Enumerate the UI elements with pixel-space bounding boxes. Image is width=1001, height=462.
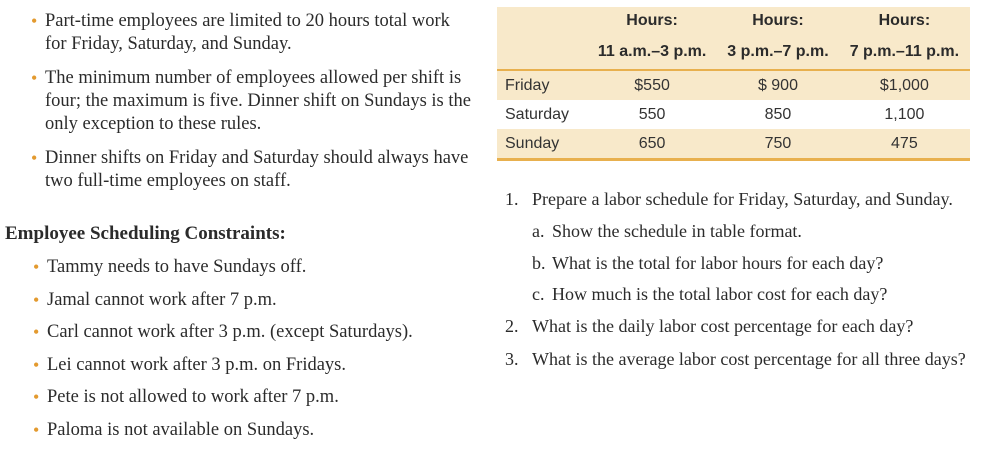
sub-question-text: Show the schedule in table format. <box>552 221 802 241</box>
sub-question-letter: a. <box>532 221 545 241</box>
column-header: Hours: <box>626 12 678 29</box>
column-header: Hours: <box>878 12 931 29</box>
row-label: Friday <box>505 76 550 94</box>
column-header-hours: 3 p.m.–7 p.m. <box>727 43 829 60</box>
table-cell: 475 <box>891 134 918 152</box>
question-number: 2. <box>505 315 519 336</box>
sub-question-item <box>505 252 985 274</box>
table-row <box>497 100 970 129</box>
table-cell: $ 900 <box>757 76 798 94</box>
constraint-text: Jamal cannot work after 7 p.m. <box>47 289 277 310</box>
table-cell: $550 <box>634 76 670 94</box>
question-item <box>505 315 985 337</box>
sub-question-letter: c. <box>532 284 545 304</box>
sub-question-text: How much is the total labor cost for each day? <box>552 284 888 304</box>
rule-text: The minimum number of employees allowed per shift is four; the maximum is five. Dinner shift on Sundays is the only exception to these rules. <box>45 68 471 134</box>
sub-question-letter: b. <box>532 252 546 273</box>
row-label: Sunday <box>505 134 560 152</box>
bullet-icon: • <box>33 387 40 407</box>
constraint-text: Carl cannot work after 3 p.m. (except Saturdays). <box>47 322 413 342</box>
bullet-icon: • <box>33 354 40 375</box>
question-text: What is the average labor cost percentage for all three days? <box>532 348 966 369</box>
table-row <box>497 70 970 100</box>
bullet-icon: • <box>33 257 40 277</box>
table-corner-cell <box>497 35 587 70</box>
table-corner-cell <box>497 7 587 35</box>
rule-text: Dinner shifts on Friday and Saturday should always have two full-time employees on staff. <box>45 148 469 191</box>
labor-cost-table <box>497 7 970 161</box>
sub-question-text: What is the total for labor hours for each day? <box>552 252 884 273</box>
bullet-icon: • <box>33 289 40 310</box>
question-number: 1. <box>505 189 519 209</box>
question-text: What is the daily labor cost percentage for each day? <box>532 315 914 336</box>
constraint-item <box>33 321 477 344</box>
constraint-text: Pete is not allowed to work after 7 p.m. <box>47 387 339 407</box>
constraints-list <box>33 256 477 451</box>
sub-question-item <box>505 283 985 305</box>
table-cell: 650 <box>638 134 666 152</box>
question-text: Prepare a labor schedule for Friday, Saturday, and Sunday. <box>532 189 953 209</box>
sub-question-item <box>505 220 985 242</box>
table-header-row <box>497 7 970 35</box>
table-cell: $1,000 <box>879 76 929 94</box>
constraint-item <box>33 419 477 442</box>
rule-text: Part-time employees are limited to 20 hours total work for Friday, Saturday, and Sunday. <box>45 11 450 54</box>
table-cell: 550 <box>638 105 666 123</box>
constraint-text: Lei cannot work after 3 p.m. on Fridays. <box>47 354 347 375</box>
constraints-heading: Employee Scheduling Constraints: <box>5 223 286 244</box>
bullet-icon: • <box>31 68 38 88</box>
rule-item <box>31 10 475 56</box>
bullet-icon: • <box>33 419 40 440</box>
table-cell: 750 <box>764 134 792 152</box>
bullet-icon: • <box>33 322 40 342</box>
table-cell: 850 <box>764 105 792 123</box>
question-item <box>505 188 985 210</box>
column-header: Hours: <box>752 12 804 29</box>
constraint-item <box>33 256 477 279</box>
constraint-text: Paloma is not available on Sundays. <box>47 419 315 440</box>
rule-item <box>31 67 475 136</box>
constraint-text: Tammy needs to have Sundays off. <box>47 257 307 277</box>
constraint-item <box>33 289 477 312</box>
bullet-icon: • <box>31 148 38 168</box>
rule-item <box>31 147 475 193</box>
question-number: 3. <box>505 348 519 369</box>
bullet-icon: • <box>31 11 38 31</box>
questions-list <box>505 188 985 370</box>
staffing-rules-list <box>31 10 475 204</box>
column-header-hours: 11 a.m.–3 p.m. <box>597 43 707 60</box>
constraint-item <box>33 386 477 409</box>
column-header-hours: 7 p.m.–11 p.m. <box>849 43 960 60</box>
table-cell: 1,100 <box>884 105 925 123</box>
row-label: Saturday <box>505 105 570 123</box>
constraint-item <box>33 354 477 377</box>
table-row <box>497 129 970 160</box>
table-header-row <box>497 35 970 70</box>
question-item <box>505 348 985 370</box>
